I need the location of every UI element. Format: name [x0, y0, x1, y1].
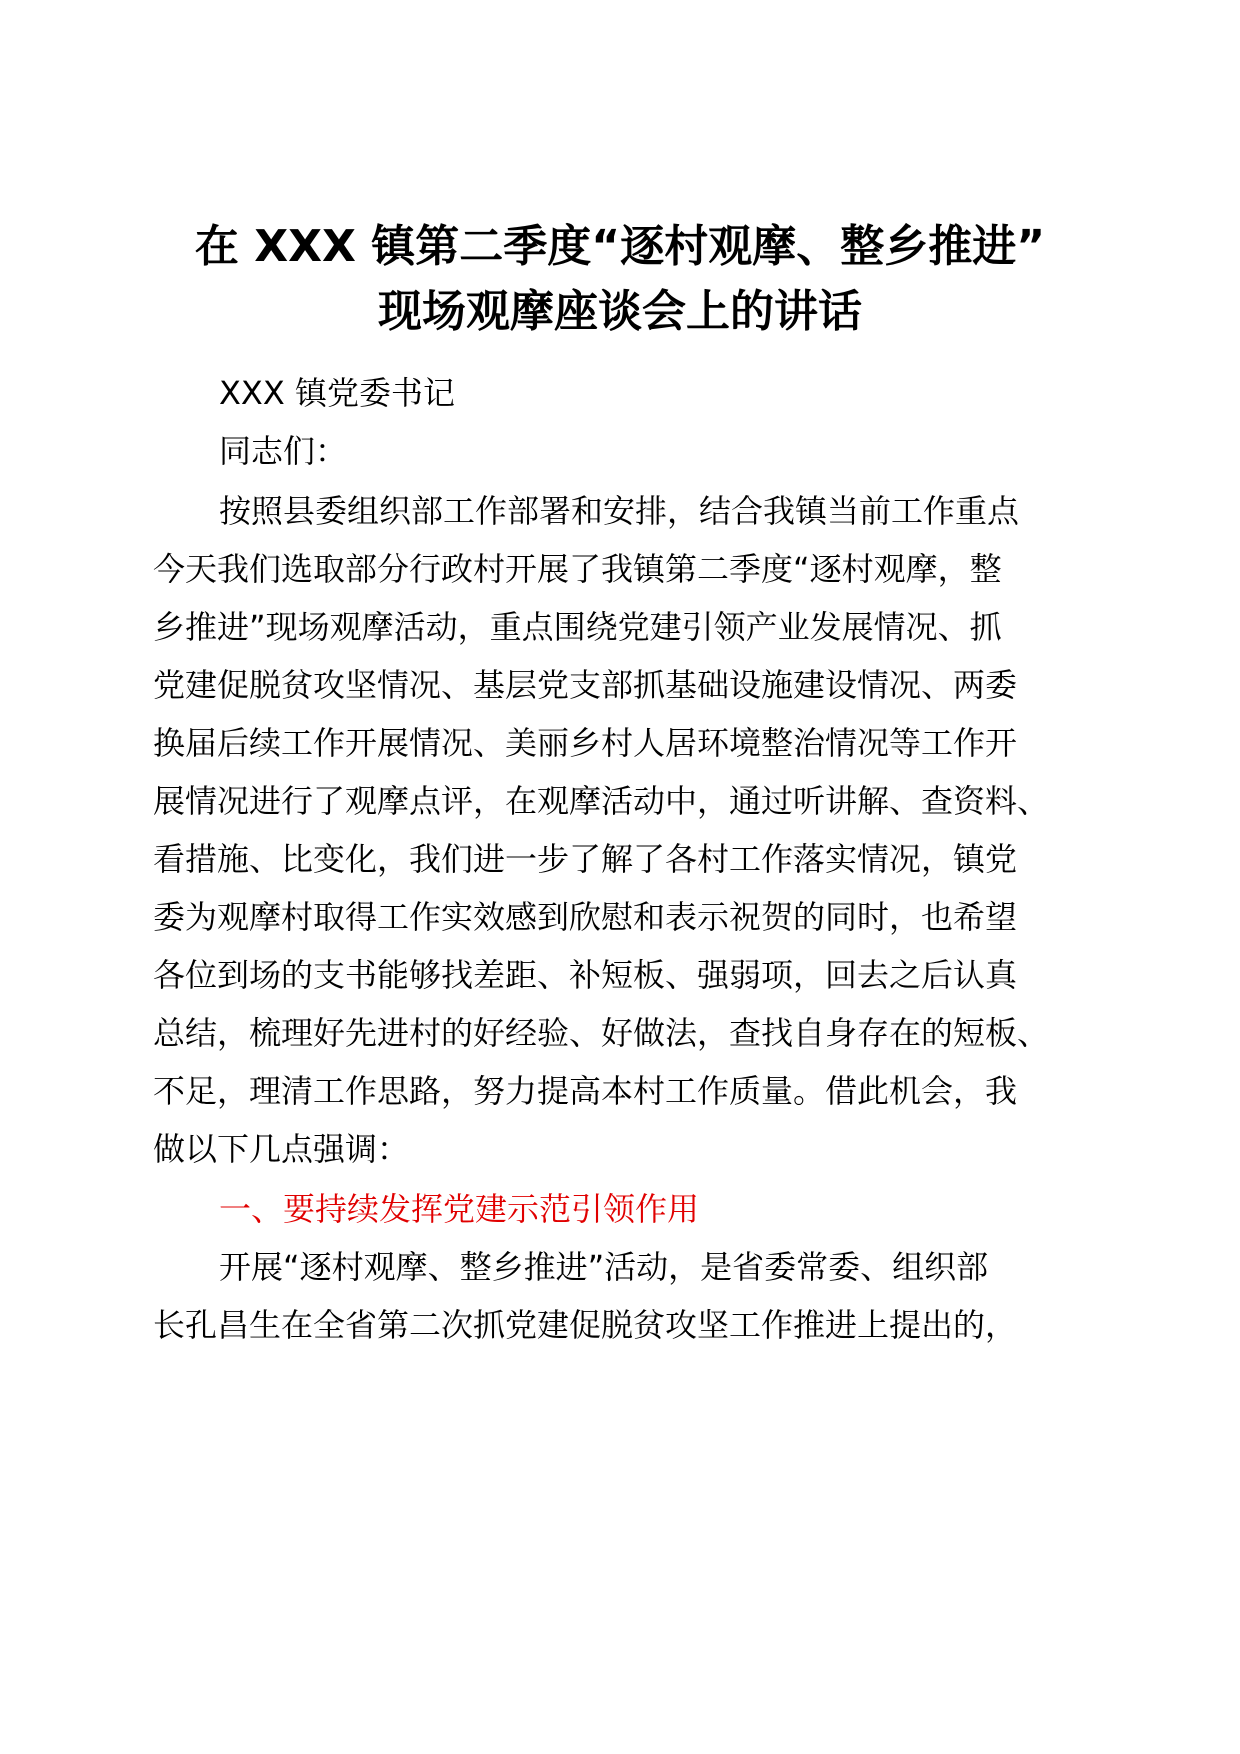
document-title-line-1: 在 XXX 镇第二季度“逐村观摩、整乡推进” — [194, 221, 1046, 272]
author-line: XXX 镇党委书记 — [219, 374, 455, 412]
paragraph-1-line: 看措施、比变化，我们进一步了解了各村工作落实情况，镇党 — [153, 840, 1018, 878]
paragraph-1-line: 换届后续工作开展情况、美丽乡村人居环境整治情况等工作开 — [153, 724, 1018, 762]
section-1-heading: 一、要持续发挥党建示范引领作用 — [219, 1190, 700, 1228]
paragraph-1-line: 总结，梳理好先进村的好经验、好做法，查找自身存在的短板、 — [153, 1014, 1050, 1052]
paragraph-1-line: 不足，理清工作思路，努力提高本村工作质量。借此机会，我 — [153, 1072, 1018, 1110]
salutation: 同志们： — [219, 432, 348, 470]
paragraph-2-line: 长孔昌生在全省第二次抓党建促脱贫攻坚工作推进上提出的， — [153, 1306, 1018, 1344]
paragraph-1-line: 今天我们选取部分行政村开展了我镇第二季度“逐村观摩，整 — [153, 550, 1002, 588]
paragraph-1-line: 委为观摩村取得工作实效感到欣慰和表示祝贺的同时，也希望 — [153, 898, 1018, 936]
paragraph-1-line: 党建促脱贫攻坚情况、基层党支部抓基础设施建设情况、两委 — [153, 666, 1018, 704]
paragraph-1-line: 按照县委组织部工作部署和安排，结合我镇当前工作重点 — [219, 492, 1020, 530]
document-title-line-2: 现场观摩座谈会上的讲话 — [378, 286, 862, 337]
paragraph-1-line: 乡推进”现场观摩活动，重点围绕党建引领产业发展情况、抓 — [153, 608, 1002, 646]
paragraph-2-line: 开展“逐村观摩、整乡推进”活动，是省委常委、组织部 — [219, 1248, 989, 1286]
paragraph-1-line: 展情况进行了观摩点评，在观摩活动中，通过听讲解、查资料、 — [153, 782, 1050, 820]
paragraph-1-line: 做以下几点强调： — [153, 1130, 410, 1168]
paragraph-1-line: 各位到场的支书能够找差距、补短板、强弱项，回去之后认真 — [153, 956, 1018, 994]
